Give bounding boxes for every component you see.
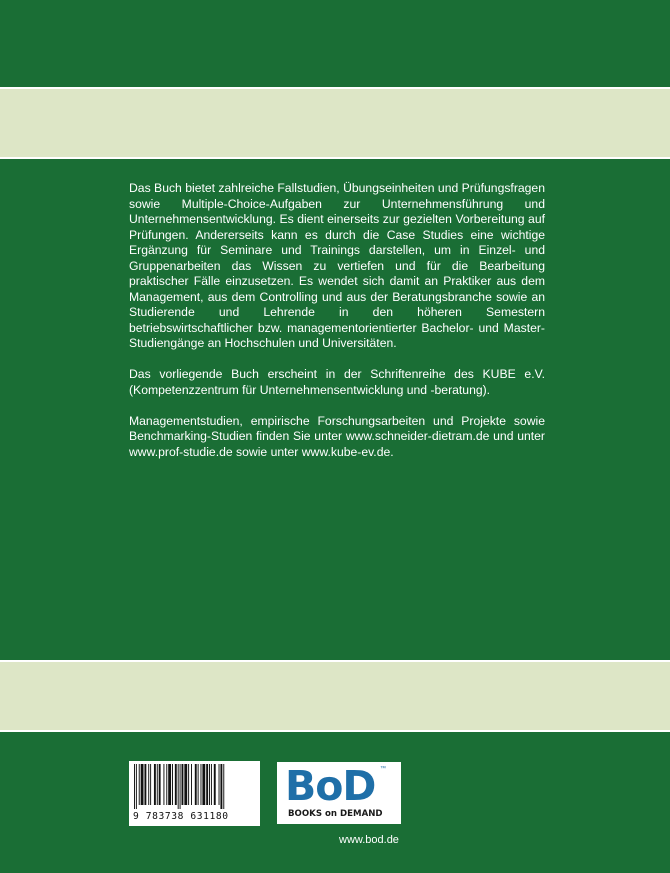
barcode-bar — [178, 764, 179, 809]
barcode-bar — [134, 764, 135, 809]
barcode-bar — [184, 764, 187, 805]
barcode-bar — [198, 764, 199, 805]
blurb-paragraph-2: Das vorliegende Buch erscheint in der Schriftenreihe des KUBE e.V. (Kompetenzzentrum für Unternehmensentwicklung und -beratung). — [129, 367, 545, 397]
barcode-bar — [163, 764, 164, 805]
barcode-bar — [139, 764, 140, 805]
barcode-bar — [168, 764, 171, 805]
blurb-paragraph-1: Das Buch bietet zahlreiche Fallstudien, Übungseinheiten und Prüfungsfragen sowie Multiple-Choice-Aufgaben zur Unternehmensführung und Unternehmensentwicklung. Es dient einerseits zur gezielten Vorbereitung auf Prüfungen. Andererseits kann es durch die Case Studies eine wichtige Ergänzung für Seminare und Trainings darstellen, um in Einzel- und Gruppenarbeiten das Wissen zu vertiefen und für die Bearbeitung praktischer Fälle einzusetzen. Es wendet sich damit an Praktiker aus dem Management, aus dem Controlling und aus der Beratungsbranche sowie an Studierende und Lehrende in den höheren Semestern betriebswirtschaftlicher bzw. managementorientierter Bachelor- und Master-Studiengänge an Hochschulen und Universitäten. — [129, 181, 545, 350]
barcode-bars — [133, 764, 256, 809]
top-band — [0, 87, 670, 159]
barcode-bar — [166, 764, 167, 805]
barcode-bar — [220, 764, 222, 809]
barcode-bar — [150, 764, 151, 805]
barcode-bar — [214, 764, 216, 805]
barcode-bar — [223, 764, 224, 809]
trademark-mark: ™ — [380, 766, 386, 772]
barcode-bar — [157, 764, 158, 805]
bod-logo — [277, 762, 401, 824]
publisher-url: www.bod.de — [339, 834, 399, 846]
blurb-paragraph-3: Managementstudien, empirische Forschungsarbeiten und Projekte sowie Benchmarking-Studien finden Sie unter www.schneider-dietram.de und unter www.prof-studie.de sowie unter www.kube-ev.de. — [129, 413, 545, 459]
back-cover-blurb — [129, 181, 545, 476]
bottom-band — [0, 660, 670, 732]
barcode-bar — [201, 764, 202, 805]
barcode-bar — [211, 764, 212, 805]
isbn-barcode — [129, 761, 260, 826]
barcode-bar — [188, 764, 189, 805]
barcode-bar — [148, 764, 149, 805]
barcode-bar — [144, 764, 146, 805]
barcode-bar — [209, 764, 210, 805]
barcode-bar — [202, 764, 205, 805]
barcode-bar — [182, 764, 184, 805]
barcode-bar — [141, 764, 144, 805]
barcode-bar — [195, 764, 197, 805]
barcode-bar — [175, 764, 177, 805]
barcode-bar — [219, 764, 220, 805]
barcode-bar — [154, 764, 156, 805]
bod-tagline: BOOKS on DEMAND — [288, 809, 383, 819]
barcode-bar — [180, 764, 181, 809]
barcode-bar — [159, 764, 161, 805]
barcode-bar — [191, 764, 192, 805]
barcode-bar — [206, 764, 208, 805]
isbn-digits: 9 783738 631180 — [133, 811, 229, 822]
bod-logo-word: BoD — [285, 762, 376, 810]
barcode-bar — [136, 764, 137, 809]
barcode-bar — [172, 764, 173, 805]
